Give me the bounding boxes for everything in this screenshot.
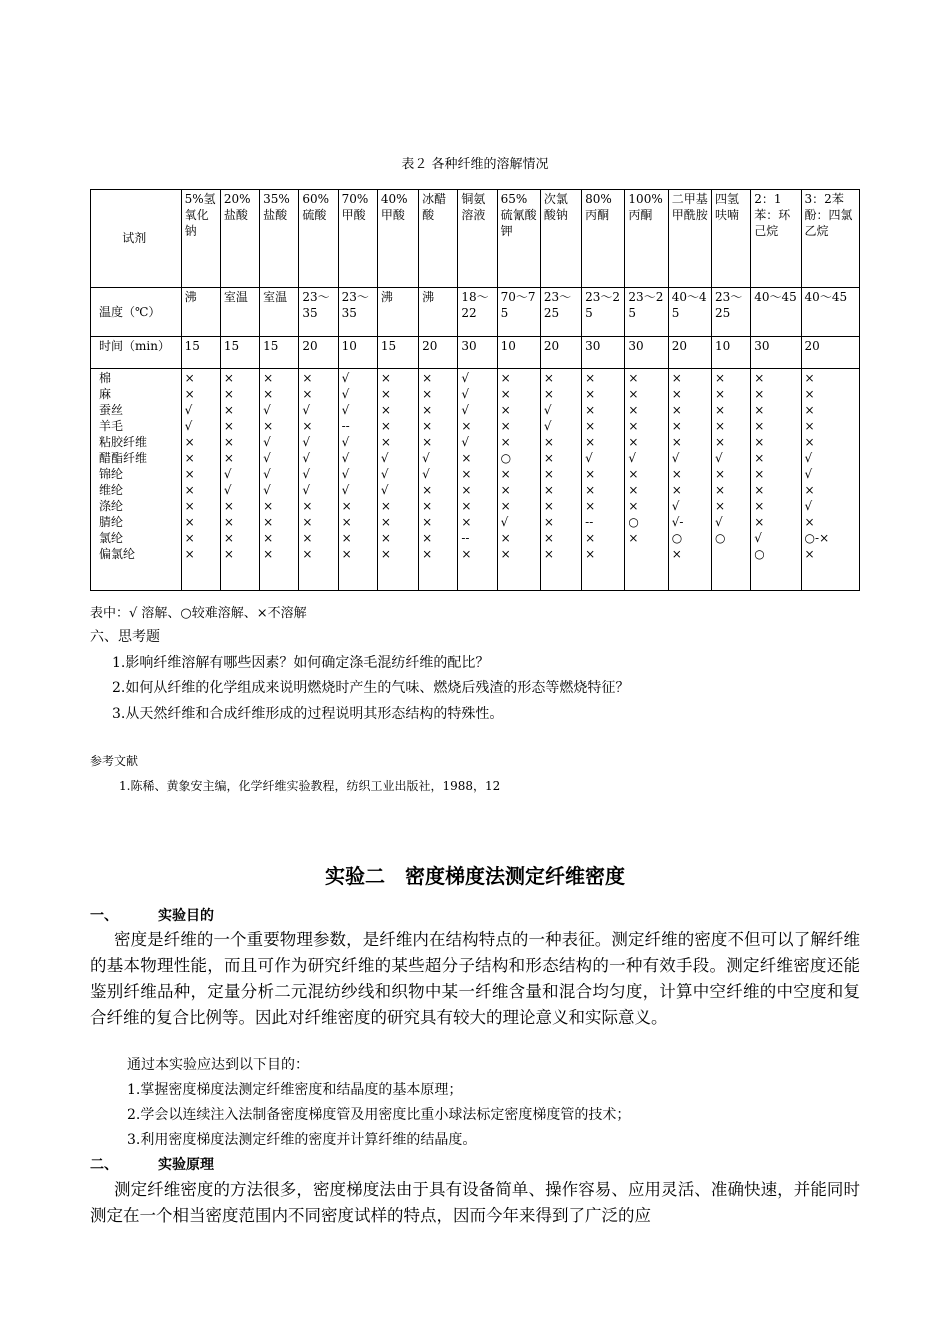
solubility-column [801, 369, 859, 591]
solubility-mark: × [223, 435, 234, 449]
solubility-mark: × [500, 499, 511, 513]
solubility-mark: √ [302, 435, 310, 449]
temperature-label: 温度（℃） [91, 288, 182, 337]
temperature-cell: 室温 [260, 288, 299, 337]
solubility-mark: × [543, 483, 554, 497]
solubility-mark: × [543, 451, 554, 465]
solubility-mark: √ [302, 451, 310, 465]
solubility-mark: × [223, 515, 234, 529]
solubility-mark: × [628, 435, 639, 449]
solubility-mark: × [223, 387, 234, 401]
solubility-mark: × [500, 435, 511, 449]
goal-3: 3.利用密度梯度法测定纤维的密度并计算纤维的结晶度。 [127, 1132, 477, 1148]
solubility-mark: × [671, 467, 682, 481]
fiber-name: 氯纶 [99, 531, 124, 545]
solubility-mark: × [422, 387, 433, 401]
solubility-mark: × [714, 371, 726, 385]
temperature-cell: 23～25 [625, 288, 668, 337]
time-cell: 15 [220, 337, 259, 369]
solubility-mark: × [461, 467, 472, 481]
solubility-mark: √ [804, 499, 813, 513]
solubility-mark: × [263, 515, 274, 529]
temperature-cell: 23～35 [299, 288, 338, 337]
temperature-cell: 70～75 [497, 288, 540, 337]
solubility-mark: × [714, 419, 726, 433]
reagent-header: 70%甲酸 [338, 190, 377, 288]
solubility-mark: × [184, 451, 195, 465]
solubility-mark: × [461, 451, 472, 465]
solubility-mark: × [804, 403, 815, 417]
solubility-mark: √ [302, 403, 310, 417]
solubility-mark: × [380, 371, 391, 385]
experiment-title: 实验二 密度梯度法测定纤维密度 [325, 864, 625, 888]
temperature-cell: 40～45 [668, 288, 711, 337]
solubility-mark: × [184, 547, 195, 561]
solubility-mark: × [585, 371, 596, 385]
solubility-mark: √ [341, 451, 350, 465]
reagent-header: 次氯酸钠 [540, 190, 581, 288]
solubility-mark: √ [341, 467, 350, 481]
solubility-mark: × [422, 499, 433, 513]
solubility-mark: -- [341, 419, 350, 433]
time-cell: 10 [338, 337, 377, 369]
solubility-mark: × [223, 403, 234, 417]
solubility-mark: × [380, 547, 391, 561]
time-cell: 20 [668, 337, 711, 369]
solubility-mark: × [223, 371, 234, 385]
fiber-name: 腈纶 [99, 515, 124, 529]
solubility-mark: × [341, 531, 352, 545]
solubility-mark: √ [263, 435, 271, 449]
solubility-mark: × [302, 515, 313, 529]
solubility-column [458, 369, 497, 591]
solubility-mark: × [754, 515, 765, 529]
time-cell: 10 [497, 337, 540, 369]
solubility-mark: × [585, 467, 596, 481]
solubility-mark: ○-× [804, 531, 830, 545]
solubility-mark: × [422, 403, 433, 417]
solubility-mark: √ [380, 467, 389, 481]
solubility-mark: × [714, 499, 726, 513]
solubility-mark: √ [422, 451, 430, 465]
solubility-mark: √ [500, 515, 509, 529]
reagent-header: 冰醋酸 [419, 190, 458, 288]
solubility-mark: × [500, 483, 511, 497]
time-cell: 20 [419, 337, 458, 369]
section2-title: 实验原理 [158, 1157, 214, 1173]
solubility-column [540, 369, 581, 591]
solubility-mark: × [223, 499, 234, 513]
solubility-mark: × [671, 387, 682, 401]
temperature-cell: 23～25 [711, 288, 750, 337]
solubility-mark: × [671, 435, 682, 449]
solubility-column [625, 369, 668, 591]
solubility-mark: × [302, 371, 313, 385]
time-cell: 15 [181, 337, 220, 369]
reagent-header: 铜氨溶液 [458, 190, 497, 288]
solubility-mark: × [263, 499, 274, 513]
solubility-mark: √ [341, 387, 350, 401]
table-legend: 表中：√ 溶解、○较难溶解、×不溶解 [90, 606, 307, 621]
solubility-mark: × [263, 547, 274, 561]
temperature-cell: 沸 [181, 288, 220, 337]
time-label: 时间（min） [91, 337, 182, 369]
solubility-mark: × [380, 403, 391, 417]
solubility-mark: × [754, 467, 765, 481]
solubility-mark: × [671, 371, 682, 385]
solubility-mark: × [263, 419, 274, 433]
reference-1: 1.陈稀、黄象安主编，化学纤维实验教程，纺织工业出版社，1988，12 [119, 779, 501, 793]
solubility-mark: × [223, 531, 234, 545]
solubility-mark: × [714, 467, 726, 481]
solubility-table [90, 189, 860, 591]
solubility-column [419, 369, 458, 591]
solubility-mark: √ [585, 451, 593, 465]
solubility-mark: × [380, 499, 391, 513]
solubility-mark: × [380, 419, 391, 433]
solubility-mark: √ [263, 483, 271, 497]
solubility-mark: √ [714, 451, 723, 465]
solubility-mark: √ [543, 419, 552, 433]
solubility-mark: × [804, 387, 815, 401]
fiber-name: 粘胶纤维 [99, 435, 148, 449]
solubility-mark: √ [263, 467, 271, 481]
solubility-mark: × [543, 547, 554, 561]
solubility-mark: × [500, 403, 511, 417]
time-cell: 15 [377, 337, 418, 369]
solubility-mark: × [223, 547, 234, 561]
solubility-mark: √ [422, 467, 430, 481]
solubility-mark: × [184, 387, 195, 401]
solubility-mark: × [543, 467, 554, 481]
solubility-mark: × [804, 419, 815, 433]
solubility-mark: √ [341, 435, 350, 449]
fiber-name: 醋酯纤维 [99, 451, 148, 465]
solubility-mark: × [585, 403, 596, 417]
solubility-mark: × [184, 531, 195, 545]
solubility-mark: × [184, 435, 195, 449]
question-3: 3.从天然纤维和合成纤维形成的过程说明其形态结构的特殊性。 [112, 706, 504, 722]
solubility-mark: × [543, 435, 554, 449]
solubility-column [582, 369, 625, 591]
time-cell: 20 [299, 337, 338, 369]
solubility-mark: × [714, 403, 726, 417]
solubility-mark: √- [671, 515, 684, 529]
solubility-mark: × [263, 531, 274, 545]
solubility-mark: × [302, 419, 313, 433]
time-cell: 20 [540, 337, 581, 369]
solubility-mark: ○ [671, 531, 683, 545]
solubility-mark: √ [461, 371, 469, 385]
solubility-mark: × [585, 483, 596, 497]
solubility-mark: × [223, 419, 234, 433]
time-cell: 10 [711, 337, 750, 369]
time-cell: 15 [260, 337, 299, 369]
solubility-mark: -- [585, 515, 594, 529]
solubility-mark: × [500, 387, 511, 401]
solubility-mark: × [628, 387, 639, 401]
solubility-mark: × [422, 531, 433, 545]
solubility-mark: × [184, 499, 195, 513]
fiber-name: 麻 [99, 387, 112, 401]
solubility-mark: -- [461, 531, 470, 545]
section2-number: 二、 [90, 1157, 118, 1173]
purpose-paragraph: 密度是纤维的一个重要物理参数，是纤维内在结构特点的一种表征。测定纤维的密度不但可以了解纤维的基本物理性能，而且可作为研究纤维的某些超分子结构和形态结构的一种有效手段。测定纤维密度还能鉴别纤维品种，定量分析二元混纺纱线和织物中某一纤维含量和混合均匀度，计算中空纤维的中空度和复合纤维的复合比例等。因此对纤维密度的研究具有较大的理论意义和实际意义。 [90, 930, 860, 1027]
solubility-mark: ○ [500, 451, 512, 465]
solubility-column [260, 369, 299, 591]
reagent-label: 试剂 [91, 190, 182, 288]
solubility-mark: × [585, 531, 596, 545]
reagent-header: 35%盐酸 [260, 190, 299, 288]
solubility-column [497, 369, 540, 591]
reagent-header: 40%甲酸 [377, 190, 418, 288]
solubility-mark: × [461, 499, 472, 513]
solubility-mark: × [302, 531, 313, 545]
results-row [91, 369, 860, 591]
solubility-mark: × [754, 451, 765, 465]
solubility-mark: × [500, 467, 511, 481]
solubility-mark: √ [341, 483, 350, 497]
temperature-cell: 室温 [220, 288, 259, 337]
solubility-mark: × [628, 483, 639, 497]
solubility-mark: √ [461, 435, 469, 449]
solubility-mark: × [380, 531, 391, 545]
solubility-mark: × [754, 403, 765, 417]
solubility-mark: √ [263, 403, 271, 417]
solubility-mark: √ [671, 451, 680, 465]
reagent-header: 80%丙酮 [582, 190, 625, 288]
solubility-mark: × [341, 515, 352, 529]
temperature-row [91, 288, 860, 337]
solubility-mark: √ [184, 403, 193, 417]
solubility-mark: √ [380, 483, 389, 497]
time-row [91, 337, 860, 369]
solubility-mark [715, 546, 747, 562]
solubility-mark: × [341, 547, 352, 561]
section6-title: 六、思考题 [90, 629, 160, 645]
fiber-name: 棉 [99, 371, 112, 385]
temperature-cell: 23～25 [540, 288, 581, 337]
solubility-mark: √ [628, 451, 637, 465]
solubility-mark: √ [223, 483, 232, 497]
solubility-mark: × [461, 419, 472, 433]
time-cell: 30 [751, 337, 801, 369]
principle-paragraph: 测定纤维密度的方法很多，密度梯度法由于具有设备简单、操作容易、应用灵活、准确快速，并能同时测定在一个相当密度范围内不同密度试样的特点，因而今年来得到了广泛的应 [90, 1180, 860, 1225]
question-2: 2.如何从纤维的化学组成来说明燃烧时产生的气味、燃烧后残渣的形态等燃烧特征？ [112, 680, 630, 696]
solubility-mark: × [184, 371, 195, 385]
solubility-column [711, 369, 750, 591]
solubility-mark: × [714, 387, 726, 401]
temperature-cell: 23～25 [582, 288, 625, 337]
reagent-header: 3：2苯酚：四氯乙烷 [801, 190, 859, 288]
solubility-mark: × [341, 499, 352, 513]
solubility-mark: × [543, 515, 554, 529]
solubility-mark: × [461, 515, 472, 529]
solubility-mark: × [671, 483, 682, 497]
solubility-mark: √ [804, 451, 813, 465]
solubility-mark: × [628, 403, 639, 417]
solubility-mark: × [500, 547, 511, 561]
solubility-mark: × [380, 387, 391, 401]
solubility-mark: × [422, 371, 433, 385]
solubility-mark: × [422, 483, 433, 497]
fiber-name: 蚕丝 [99, 403, 124, 417]
solubility-mark: × [184, 467, 195, 481]
solubility-mark: × [585, 387, 596, 401]
temperature-cell: 18～22 [458, 288, 497, 337]
solubility-mark: √ [754, 531, 762, 545]
solubility-mark: ○ [754, 547, 765, 561]
reagent-header: 四氢呋喃 [711, 190, 750, 288]
solubility-mark: × [628, 371, 639, 385]
section1-number: 一、 [90, 908, 118, 924]
solubility-mark: × [585, 419, 596, 433]
solubility-mark: × [302, 387, 313, 401]
solubility-mark: × [804, 435, 815, 449]
time-cell: 20 [801, 337, 859, 369]
solubility-mark: × [804, 515, 815, 529]
solubility-mark: × [628, 467, 639, 481]
fiber-list [91, 369, 182, 591]
solubility-column [220, 369, 259, 591]
solubility-mark: × [500, 371, 511, 385]
solubility-mark: √ [543, 403, 552, 417]
solubility-mark: × [223, 451, 234, 465]
solubility-mark: × [263, 387, 274, 401]
solubility-mark: √ [380, 451, 389, 465]
solubility-mark: √ [263, 451, 271, 465]
time-cell: 30 [582, 337, 625, 369]
solubility-mark: × [804, 371, 815, 385]
solubility-mark: × [461, 547, 472, 561]
solubility-column [338, 369, 377, 591]
solubility-mark: × [302, 547, 313, 561]
solubility-mark: × [422, 419, 433, 433]
time-cell: 30 [625, 337, 668, 369]
solubility-mark: × [263, 371, 274, 385]
solubility-mark: × [543, 387, 554, 401]
goal-1: 1.掌握密度梯度法测定纤维密度和结晶度的基本原理； [127, 1082, 463, 1098]
solubility-mark: × [671, 547, 682, 561]
reagent-header: 二甲基甲酰胺 [668, 190, 711, 288]
solubility-column [377, 369, 418, 591]
temperature-cell: 沸 [419, 288, 458, 337]
solubility-mark: √ [671, 499, 680, 513]
solubility-mark: × [754, 435, 765, 449]
solubility-mark: × [754, 483, 765, 497]
reagent-row [91, 190, 860, 288]
solubility-mark: × [804, 483, 815, 497]
solubility-mark [628, 546, 664, 562]
solubility-mark: × [184, 515, 195, 529]
solubility-mark: × [380, 435, 391, 449]
solubility-mark: √ [184, 419, 193, 433]
solubility-mark: × [714, 435, 726, 449]
fiber-name: 锦纶 [99, 467, 124, 481]
solubility-mark: × [302, 499, 313, 513]
solubility-mark: × [585, 435, 596, 449]
fiber-name: 维纶 [99, 483, 124, 497]
solubility-mark: √ [461, 387, 469, 401]
solubility-mark: √ [341, 371, 350, 385]
table-caption: 表２ 各种纤维的溶解情况 [401, 157, 549, 172]
solubility-mark: × [543, 531, 554, 545]
goal-2: 2.学会以连续注入法制备密度梯度管及用密度比重小球法标定密度梯度管的技术； [127, 1107, 631, 1123]
solubility-mark: × [500, 531, 511, 545]
solubility-mark: × [628, 531, 639, 545]
question-1: 1.影响纤维溶解有哪些因素？如何确定涤毛混纺纤维的配比？ [112, 655, 490, 671]
fiber-name: 涤纶 [99, 499, 124, 513]
solubility-mark: × [754, 371, 765, 385]
solubility-mark: × [585, 547, 596, 561]
solubility-mark: √ [223, 467, 232, 481]
reagent-header: 20%盐酸 [220, 190, 259, 288]
temperature-cell: 40～45 [801, 288, 859, 337]
solubility-mark: × [500, 419, 511, 433]
solubility-mark: × [754, 499, 765, 513]
solubility-mark: × [714, 483, 726, 497]
solubility-mark: √ [714, 515, 723, 529]
reagent-header: 5%氢氧化钠 [181, 190, 220, 288]
solubility-mark: × [804, 547, 815, 561]
references-title: 参考文献 [90, 754, 139, 768]
solubility-mark: × [543, 371, 554, 385]
solubility-column [181, 369, 220, 591]
temperature-cell: 23～35 [338, 288, 377, 337]
solubility-mark: √ [804, 467, 813, 481]
solubility-mark: × [628, 499, 639, 513]
reagent-header: 2：1苯：环己烷 [751, 190, 801, 288]
goals-intro: 通过本实验应达到以下目的： [127, 1057, 309, 1073]
solubility-mark: ○ [714, 531, 726, 545]
temperature-cell: 沸 [377, 288, 418, 337]
fiber-name: 偏氯纶 [99, 547, 136, 561]
solubility-mark: × [184, 483, 195, 497]
solubility-mark: × [754, 387, 765, 401]
solubility-mark: × [422, 547, 433, 561]
solubility-mark: √ [461, 403, 469, 417]
solubility-mark: × [628, 419, 639, 433]
solubility-mark: × [422, 435, 433, 449]
reagent-header: 60%硫酸 [299, 190, 338, 288]
solubility-mark: √ [302, 483, 310, 497]
reagent-header: 100%丙酮 [625, 190, 668, 288]
solubility-mark: ○ [628, 515, 639, 529]
reagent-header: 65%硫氰酸钾 [497, 190, 540, 288]
solubility-mark: × [461, 483, 472, 497]
fiber-name: 羊毛 [99, 419, 124, 433]
solubility-mark: × [671, 403, 682, 417]
solubility-mark: √ [302, 467, 310, 481]
solubility-mark: × [585, 499, 596, 513]
solubility-mark: × [422, 515, 433, 529]
solubility-column [668, 369, 711, 591]
time-cell: 30 [458, 337, 497, 369]
solubility-mark: × [380, 515, 391, 529]
solubility-column [751, 369, 801, 591]
solubility-mark: × [543, 499, 554, 513]
solubility-mark: × [754, 419, 765, 433]
section1-title: 实验目的 [158, 908, 214, 924]
solubility-mark: × [671, 419, 682, 433]
solubility-column [299, 369, 338, 591]
solubility-mark: √ [341, 403, 350, 417]
temperature-cell: 40～45 [751, 288, 801, 337]
